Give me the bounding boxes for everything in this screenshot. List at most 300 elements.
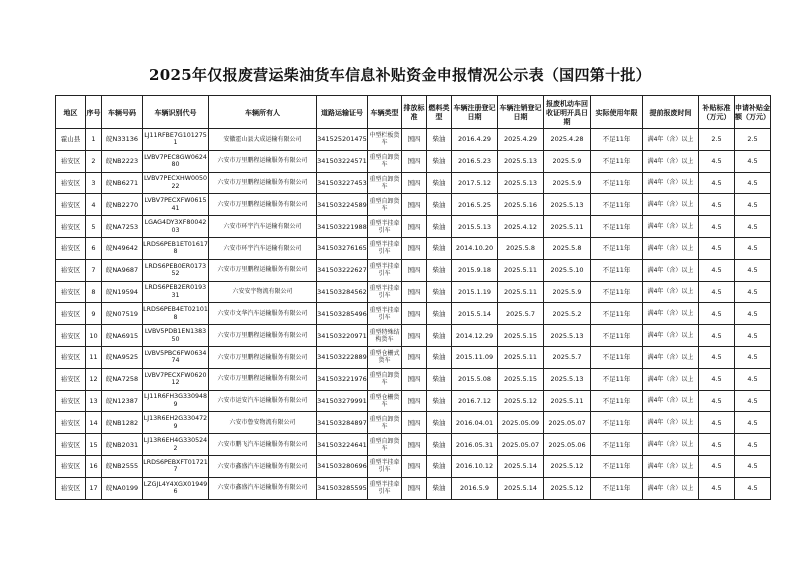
table-cell: 不足11年 <box>591 303 643 325</box>
table-cell: 16 <box>86 455 102 477</box>
table-cell: 重型半挂牵引车 <box>368 237 402 259</box>
table-cell: 重型自卸货车 <box>368 368 402 390</box>
table-cell: 不足11年 <box>591 281 643 303</box>
table-cell: 国四 <box>402 259 427 281</box>
table-cell: 皖N33136 <box>102 129 143 151</box>
table-cell: 2015.11.09 <box>452 346 498 368</box>
table-row <box>56 455 771 477</box>
table-cell: 裕安区 <box>56 216 86 238</box>
table-cell: 六安市运安汽车运输服务有限公司 <box>209 390 317 412</box>
table-cell: 国四 <box>402 325 427 347</box>
table-cell: 不足11年 <box>591 412 643 434</box>
table-cell: 满4年（含）以上 <box>643 368 699 390</box>
table-cell: 柴油 <box>427 303 452 325</box>
table-cell: 皖NA9687 <box>102 259 143 281</box>
table-cell: 满4年（含）以上 <box>643 194 699 216</box>
column-header: 车辆所有人 <box>209 96 317 129</box>
table-row <box>56 346 771 368</box>
table-cell: 2016.05.31 <box>452 434 498 456</box>
page-title: 2025年仅报废营运柴油货车信息补贴资金申报情况公示表（国四第十批） <box>149 66 651 84</box>
table-cell: 9 <box>86 303 102 325</box>
column-header: 车辆类型 <box>368 96 402 129</box>
table-cell: 皖N19594 <box>102 281 143 303</box>
table-cell: 皖N12387 <box>102 390 143 412</box>
table-cell: 满4年（含）以上 <box>643 129 699 151</box>
table-cell: 国四 <box>402 346 427 368</box>
table-cell: 柴油 <box>427 237 452 259</box>
table-cell: 4.5 <box>735 237 771 259</box>
table-cell: 柴油 <box>427 434 452 456</box>
table-cell: 341503285496 <box>317 303 368 325</box>
table-cell: 满4年（含）以上 <box>643 303 699 325</box>
table-cell: 六安市文华汽车运输服务有限公司 <box>209 303 317 325</box>
table-cell: 4.5 <box>699 434 735 456</box>
table-cell: 皖N49642 <box>102 237 143 259</box>
column-header: 车辆注册登记日期 <box>452 96 498 129</box>
table-cell: 5 <box>86 216 102 238</box>
table-cell: 2015.5.08 <box>452 368 498 390</box>
table-cell: 4.5 <box>735 368 771 390</box>
table-cell: 2014.10.20 <box>452 237 498 259</box>
table-cell: 4.5 <box>699 216 735 238</box>
table-cell: 4.5 <box>735 346 771 368</box>
table-cell: LJ13R6EH2G3304729 <box>143 412 209 434</box>
column-header: 车辆识别代号 <box>143 96 209 129</box>
table-body <box>56 129 771 500</box>
table-cell: 国四 <box>402 434 427 456</box>
table-cell: 满4年（含）以上 <box>643 150 699 172</box>
table-cell: 六安市鹏飞汽车运输服务有限公司 <box>209 434 317 456</box>
table-cell: 2025.5.7 <box>544 346 591 368</box>
table-row <box>56 412 771 434</box>
table-cell: 柴油 <box>427 325 452 347</box>
table-cell: 重型仓栅式货车 <box>368 346 402 368</box>
table-cell: 4.5 <box>699 281 735 303</box>
table-cell: 341503224571 <box>317 150 368 172</box>
table-cell: 341503285595 <box>317 477 368 499</box>
table-cell: 6 <box>86 237 102 259</box>
table-cell: 裕安区 <box>56 194 86 216</box>
table-cell: 满4年（含）以上 <box>643 259 699 281</box>
table-cell: 重型半挂牵引车 <box>368 216 402 238</box>
table-cell: 2.5 <box>735 129 771 151</box>
table-cell: 不足11年 <box>591 129 643 151</box>
table-cell: 2015.5.14 <box>452 303 498 325</box>
table-cell: 4.5 <box>735 412 771 434</box>
table-cell: LVBV5PBC6FW063474 <box>143 346 209 368</box>
column-header: 车辆注销登记日期 <box>498 96 544 129</box>
table-cell: 国四 <box>402 368 427 390</box>
table-cell: 2025.5.13 <box>498 172 544 194</box>
column-header: 序号 <box>86 96 102 129</box>
table-cell: 4.5 <box>699 303 735 325</box>
table-cell: LJ13R6EH4G3305242 <box>143 434 209 456</box>
table-row <box>56 129 771 151</box>
table-cell: 柴油 <box>427 412 452 434</box>
table-cell: 2025.5.11 <box>498 346 544 368</box>
table-cell: 8 <box>86 281 102 303</box>
table-cell: 不足11年 <box>591 172 643 194</box>
table-cell: 国四 <box>402 390 427 412</box>
table-cell: 2015.1.19 <box>452 281 498 303</box>
table-cell: 安徽霍山县大成运输有限公司 <box>209 129 317 151</box>
table-cell: LRDS6PEB4ET021018 <box>143 303 209 325</box>
table-cell: 柴油 <box>427 455 452 477</box>
table-cell: 重型半挂牵引车 <box>368 281 402 303</box>
table-cell: 不足11年 <box>591 346 643 368</box>
table-cell: 2025.5.8 <box>544 237 591 259</box>
table-cell: 2025.5.15 <box>498 325 544 347</box>
table-cell: 柴油 <box>427 150 452 172</box>
table-cell: 皖NA9525 <box>102 346 143 368</box>
table-cell: 2016.4.29 <box>452 129 498 151</box>
table-row <box>56 172 771 194</box>
table-row <box>56 259 771 281</box>
table-cell: 国四 <box>402 172 427 194</box>
table-cell: 4.5 <box>735 390 771 412</box>
table-cell: 不足11年 <box>591 455 643 477</box>
table-cell: 2016.5.9 <box>452 477 498 499</box>
table-cell: 4.5 <box>699 477 735 499</box>
table-cell: 裕安区 <box>56 281 86 303</box>
column-header: 补贴标准（万元） <box>699 96 735 129</box>
table-cell: 4.5 <box>699 150 735 172</box>
table-cell: 重型特殊结构货车 <box>368 325 402 347</box>
table-cell: 国四 <box>402 477 427 499</box>
table-cell: 六安市万里鹏程运输服务有限公司 <box>209 346 317 368</box>
table-cell: 341503284562 <box>317 281 368 303</box>
column-header: 报废机动车回收证明开具日期 <box>544 96 591 129</box>
table-cell: 2017.5.12 <box>452 172 498 194</box>
table-row <box>56 325 771 347</box>
table-cell: LJ11RFBE7G1012751 <box>143 129 209 151</box>
table-row <box>56 281 771 303</box>
table-cell: LGAG4DY3XF8004203 <box>143 216 209 238</box>
table-row <box>56 303 771 325</box>
table-cell: 2025.5.9 <box>544 281 591 303</box>
table-cell: 4.5 <box>735 259 771 281</box>
table-cell: 裕安区 <box>56 368 86 390</box>
table-cell: 3 <box>86 172 102 194</box>
table-cell: 1 <box>86 129 102 151</box>
table-cell: 4.5 <box>735 455 771 477</box>
table-cell: 4.5 <box>735 325 771 347</box>
table-cell: LVBV5PDB1EN138350 <box>143 325 209 347</box>
subsidy-table <box>55 95 771 500</box>
table-cell: 2025.5.12 <box>498 390 544 412</box>
table-cell: 重型自卸货车 <box>368 194 402 216</box>
table-row <box>56 434 771 456</box>
table-cell: 不足11年 <box>591 390 643 412</box>
table-cell: 六安市万里鹏程运输服务有限公司 <box>209 368 317 390</box>
table-cell: 7 <box>86 259 102 281</box>
table-cell: 皖NA7258 <box>102 368 143 390</box>
table-cell: 重型自卸货车 <box>368 412 402 434</box>
table-cell: 皖NB2031 <box>102 434 143 456</box>
table-cell: 裕安区 <box>56 412 86 434</box>
table-cell: 4.5 <box>735 281 771 303</box>
table-header-row <box>56 96 771 129</box>
table-cell: LVBV7PECXHW005022 <box>143 172 209 194</box>
table-cell: 341525201475 <box>317 129 368 151</box>
table-cell: 4.5 <box>699 368 735 390</box>
table-cell: 2025.5.15 <box>498 368 544 390</box>
table-cell: 皖N07519 <box>102 303 143 325</box>
table-cell: 国四 <box>402 455 427 477</box>
table-cell: 皖NB6271 <box>102 172 143 194</box>
table-cell: 4.5 <box>735 303 771 325</box>
table-row <box>56 216 771 238</box>
table-cell: 不足11年 <box>591 368 643 390</box>
table-cell: 4.5 <box>699 194 735 216</box>
table-cell: 2025.4.29 <box>498 129 544 151</box>
table-cell: 国四 <box>402 412 427 434</box>
table-cell: 皖NB2270 <box>102 194 143 216</box>
table-cell: 2025.5.12 <box>544 477 591 499</box>
table-cell: 满4年（含）以上 <box>643 390 699 412</box>
table-cell: 满4年（含）以上 <box>643 172 699 194</box>
table-cell: 2025.05.09 <box>498 412 544 434</box>
table-cell: 满4年（含）以上 <box>643 477 699 499</box>
column-header: 车辆号码 <box>102 96 143 129</box>
table-cell: 2025.4.28 <box>544 129 591 151</box>
table-cell: 4.5 <box>699 325 735 347</box>
table-cell: 裕安区 <box>56 477 86 499</box>
table-cell: 满4年（含）以上 <box>643 434 699 456</box>
table-cell: 4.5 <box>699 172 735 194</box>
table-cell: 2015.5.13 <box>452 216 498 238</box>
table-cell: 六安市万里鹏程运输服务有限公司 <box>209 150 317 172</box>
table-cell: 不足11年 <box>591 150 643 172</box>
table-cell: 裕安区 <box>56 390 86 412</box>
table-cell: 4.5 <box>699 237 735 259</box>
table-cell: 2025.05.06 <box>544 434 591 456</box>
table-cell: 柴油 <box>427 194 452 216</box>
table-cell: 341503221976 <box>317 368 368 390</box>
table-cell: 4.5 <box>735 216 771 238</box>
table-cell: 2025.5.13 <box>544 325 591 347</box>
table-cell: 六安市万里鹏程运输服务有限公司 <box>209 194 317 216</box>
column-header: 地区 <box>56 96 86 129</box>
table-cell: 2016.5.25 <box>452 194 498 216</box>
table-cell: 341503279991 <box>317 390 368 412</box>
table-cell: 2025.5.11 <box>498 259 544 281</box>
table-row <box>56 237 771 259</box>
table-cell: 皖NB1282 <box>102 412 143 434</box>
column-header: 道路运输证号 <box>317 96 368 129</box>
table-cell: 341503221988 <box>317 216 368 238</box>
table-cell: 国四 <box>402 129 427 151</box>
table-cell: 国四 <box>402 194 427 216</box>
table-cell: 341503220971 <box>317 325 368 347</box>
table-cell: 六安市鑫盛汽车运输服务有限公司 <box>209 455 317 477</box>
table-cell: 重型半挂牵引车 <box>368 303 402 325</box>
table-cell: LVBV7PECXFW061541 <box>143 194 209 216</box>
table-cell: 2.5 <box>699 129 735 151</box>
table-cell: 2015.9.18 <box>452 259 498 281</box>
table-cell: 14 <box>86 412 102 434</box>
table-cell: 国四 <box>402 303 427 325</box>
table-cell: 2025.5.2 <box>544 303 591 325</box>
table-row <box>56 477 771 499</box>
table-cell: 2016.10.12 <box>452 455 498 477</box>
table-row <box>56 368 771 390</box>
table-cell: 2025.5.10 <box>544 259 591 281</box>
table-cell: 4.5 <box>735 150 771 172</box>
table-cell: 不足11年 <box>591 237 643 259</box>
table-cell: 柴油 <box>427 346 452 368</box>
column-header: 提前报废时间 <box>643 96 699 129</box>
table-cell: 4.5 <box>735 434 771 456</box>
table-cell: 2025.5.11 <box>544 216 591 238</box>
table-cell: 17 <box>86 477 102 499</box>
table-cell: 不足11年 <box>591 477 643 499</box>
table-cell: 满4年（含）以上 <box>643 412 699 434</box>
table-cell: 皖NB2555 <box>102 455 143 477</box>
table-cell: 4.5 <box>699 390 735 412</box>
table-cell: 满4年（含）以上 <box>643 216 699 238</box>
column-header: 申请补贴金额（万元） <box>735 96 771 129</box>
table-cell: 341503276165 <box>317 237 368 259</box>
table-cell: 重型半挂牵引车 <box>368 477 402 499</box>
table-cell: 341503222889 <box>317 346 368 368</box>
table-cell: 2025.5.14 <box>498 477 544 499</box>
table-cell: 2 <box>86 150 102 172</box>
table-cell: 重型自卸货车 <box>368 150 402 172</box>
table-cell: 2025.05.07 <box>544 412 591 434</box>
table-cell: 341503227453 <box>317 172 368 194</box>
table-cell: 不足11年 <box>591 194 643 216</box>
table-cell: 六安市鲁安物流有限公司 <box>209 412 317 434</box>
table-cell: 柴油 <box>427 281 452 303</box>
table-cell: 六安市万里鹏程运输服务有限公司 <box>209 325 317 347</box>
table-cell: 柴油 <box>427 172 452 194</box>
table-cell: 裕安区 <box>56 259 86 281</box>
table-cell: 2016.7.12 <box>452 390 498 412</box>
table-cell: LVBV7PEC8GW062480 <box>143 150 209 172</box>
table-cell: 2025.5.11 <box>544 390 591 412</box>
table-row <box>56 194 771 216</box>
table-cell: LVBV7PECXFW062012 <box>143 368 209 390</box>
table-cell: 柴油 <box>427 259 452 281</box>
table-cell: 2025.05.07 <box>498 434 544 456</box>
table-cell: 2025.4.12 <box>498 216 544 238</box>
table-cell: 六安市环宇汽车运输有限公司 <box>209 216 317 238</box>
table-cell: 2025.5.8 <box>498 237 544 259</box>
table-cell: LRDS6PEB1ET016178 <box>143 237 209 259</box>
table-cell: 满4年（含）以上 <box>643 281 699 303</box>
table-cell: LRDS6PEB0ER017352 <box>143 259 209 281</box>
table-cell: 裕安区 <box>56 346 86 368</box>
table-cell: 裕安区 <box>56 434 86 456</box>
table-cell: LRDS6PEBXFT017217 <box>143 455 209 477</box>
table-cell: 341503280696 <box>317 455 368 477</box>
table-cell: 341503224641 <box>317 434 368 456</box>
table-cell: 国四 <box>402 216 427 238</box>
table-cell: 柴油 <box>427 129 452 151</box>
table-cell: 4.5 <box>735 172 771 194</box>
table-cell: 国四 <box>402 281 427 303</box>
table-cell: 霍山县 <box>56 129 86 151</box>
table-cell: 重型自卸货车 <box>368 172 402 194</box>
table-cell: 2016.5.23 <box>452 150 498 172</box>
table-cell: 中型栏板货车 <box>368 129 402 151</box>
table-cell: 国四 <box>402 150 427 172</box>
table-cell: 4.5 <box>735 477 771 499</box>
table-cell: 重型半挂牵引车 <box>368 455 402 477</box>
table-cell: 10 <box>86 325 102 347</box>
table-cell: 满4年（含）以上 <box>643 237 699 259</box>
table-cell: 柴油 <box>427 368 452 390</box>
table-cell: 皖NA6915 <box>102 325 143 347</box>
table-cell: 裕安区 <box>56 455 86 477</box>
table-cell: 重型自卸货车 <box>368 434 402 456</box>
table-cell: 4.5 <box>699 259 735 281</box>
table-row <box>56 150 771 172</box>
table-cell: 2025.5.13 <box>544 368 591 390</box>
table-cell: 六安市环宇汽车运输有限公司 <box>209 237 317 259</box>
table-cell: 裕安区 <box>56 150 86 172</box>
table-cell: 2025.5.9 <box>544 150 591 172</box>
table-cell: 2016.04.01 <box>452 412 498 434</box>
table-cell: 满4年（含）以上 <box>643 346 699 368</box>
table-cell: 2025.5.11 <box>498 281 544 303</box>
table-cell: 12 <box>86 368 102 390</box>
table-cell: 2025.5.13 <box>498 150 544 172</box>
table-cell: 4.5 <box>699 346 735 368</box>
table-cell: 2025.5.13 <box>544 194 591 216</box>
table-cell: 柴油 <box>427 390 452 412</box>
table-cell: 裕安区 <box>56 303 86 325</box>
table-cell: 341503284897 <box>317 412 368 434</box>
table-cell: 341503222627 <box>317 259 368 281</box>
table-cell: 皖NA0199 <box>102 477 143 499</box>
column-header: 排放标准 <box>402 96 427 129</box>
table-cell: 裕安区 <box>56 325 86 347</box>
table-cell: 满4年（含）以上 <box>643 455 699 477</box>
table-cell: 裕安区 <box>56 237 86 259</box>
table-cell: 六安市鑫盛汽车运输服务有限公司 <box>209 477 317 499</box>
table-cell: 皖NA7253 <box>102 216 143 238</box>
table-cell: 不足11年 <box>591 434 643 456</box>
table-cell: 柴油 <box>427 477 452 499</box>
table-cell: LRDS6PEB2ER019331 <box>143 281 209 303</box>
table-cell: 满4年（含）以上 <box>643 325 699 347</box>
table-cell: LZGJL4Y4XGX019496 <box>143 477 209 499</box>
table-cell: 六安安宇物流有限公司 <box>209 281 317 303</box>
table-cell: 六安市万里鹏程运输服务有限公司 <box>209 172 317 194</box>
table-cell: 不足11年 <box>591 216 643 238</box>
table-cell: 11 <box>86 346 102 368</box>
table-cell: 2014.12.29 <box>452 325 498 347</box>
table-cell: 2025.5.7 <box>498 303 544 325</box>
table-cell: 重型半挂牵引车 <box>368 259 402 281</box>
table-cell: 国四 <box>402 237 427 259</box>
table-cell: 皖NB2223 <box>102 150 143 172</box>
table-cell: 15 <box>86 434 102 456</box>
table-cell: 重型仓栅货车 <box>368 390 402 412</box>
table-row <box>56 390 771 412</box>
table-cell: 不足11年 <box>591 325 643 347</box>
table-cell: 柴油 <box>427 216 452 238</box>
column-header: 实际使用年限 <box>591 96 643 129</box>
table-cell: 2025.5.16 <box>498 194 544 216</box>
table-cell: 裕安区 <box>56 172 86 194</box>
table-cell: 2025.5.14 <box>498 455 544 477</box>
table-cell: 2025.5.9 <box>544 172 591 194</box>
table-cell: LJ11R6FH3G3309489 <box>143 390 209 412</box>
column-header: 燃料类型 <box>427 96 452 129</box>
